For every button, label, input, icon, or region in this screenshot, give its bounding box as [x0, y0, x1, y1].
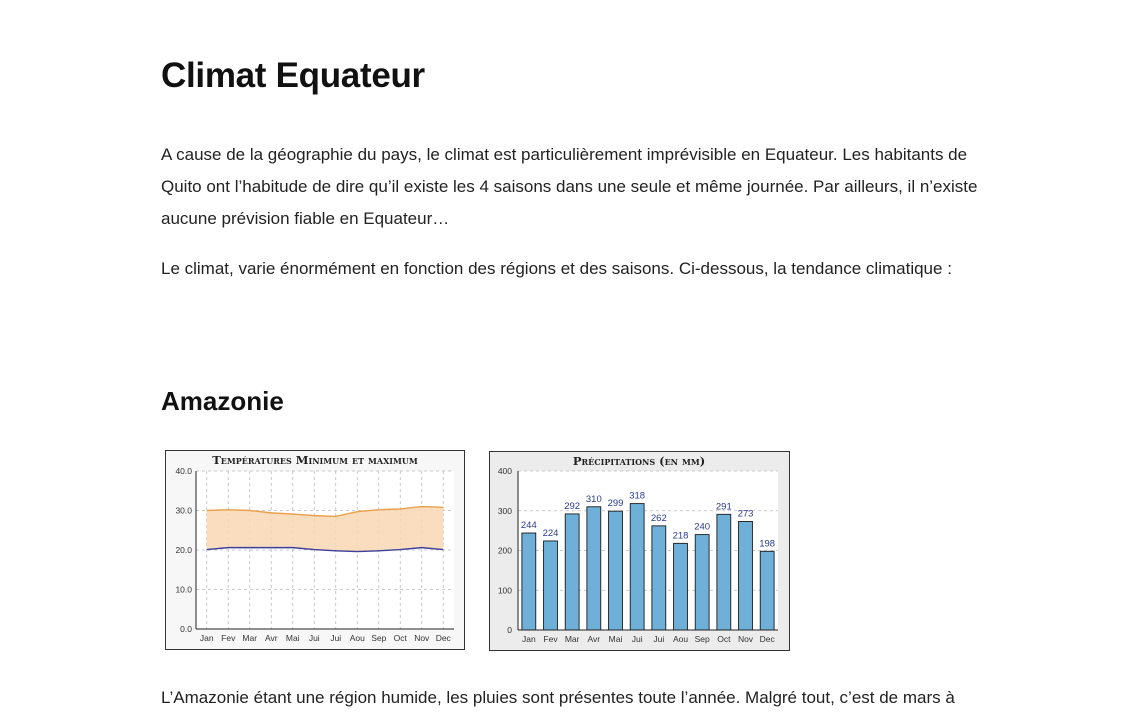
bar-value-label: 292 [564, 500, 581, 512]
precip-bar [652, 526, 666, 630]
bar-value-label: 262 [650, 512, 667, 524]
precip-bar [522, 533, 536, 630]
precipitation-chart [489, 451, 790, 651]
precip-bar [695, 535, 709, 630]
y-tick-label: 0 [507, 625, 512, 635]
bar-value-label: 291 [715, 501, 732, 513]
precip-bar [544, 541, 558, 630]
x-tick-label: Mai [285, 633, 300, 643]
precip-bar [565, 514, 579, 630]
x-tick-label: Jan [521, 634, 536, 644]
x-tick-label: Avr [587, 634, 601, 644]
x-tick-label: Jui [308, 633, 320, 643]
y-tick-label: 300 [497, 505, 512, 516]
precip-bar [587, 507, 601, 630]
x-tick-label: Jui [631, 634, 643, 644]
y-tick-label: 10.0 [175, 584, 192, 595]
x-tick-label: Mar [564, 634, 580, 644]
x-tick-label: Mar [242, 633, 258, 643]
page-title: Climat Equateur [161, 56, 425, 95]
chart-title: Précipitations (en mm) [572, 454, 706, 468]
bar-value-label: 218 [672, 530, 689, 542]
intro-paragraph-2: Le climat, varie énormément en fonction des régions et des saisons. Ci-dessous, la tendance climatique : [161, 259, 952, 278]
bar-value-label: 244 [520, 520, 537, 532]
precip-bar [630, 504, 644, 630]
chart-title: Températures Minimum et maximum [212, 453, 418, 467]
y-tick-label: 20.0 [175, 545, 192, 555]
bar-value-label: 310 [585, 493, 602, 505]
bar-value-label: 299 [607, 498, 624, 510]
y-tick-label: 400 [497, 466, 512, 476]
intro-paragraph: A cause de la géographie du pays, le climat est particulièrement imprévisible en Equateur. Les habitants de Quito ont l’habitude de dire qu’il existe les 4 saisons dans une seule et même journée. Par ailleurs, il n’existe aucune prévision fiable en Equateur… [161, 145, 978, 228]
precip-bar [674, 543, 688, 630]
precip-bar [609, 511, 623, 630]
x-tick-label: Aou [349, 633, 365, 643]
precip-bar [760, 551, 774, 630]
x-tick-label: Fev [221, 633, 236, 643]
y-tick-label: 30.0 [175, 505, 192, 516]
x-tick-label: Sep [694, 634, 710, 644]
section-title-amazonie: Amazonie [161, 386, 284, 416]
y-tick-label: 0.0 [180, 624, 192, 634]
y-tick-label: 40.0 [175, 466, 192, 476]
precip-bar [717, 514, 731, 630]
precipitation-chart-svg [490, 452, 789, 650]
y-tick-label: 100 [497, 585, 512, 596]
bar-value-label: 273 [737, 508, 754, 520]
x-tick-label: Oct [717, 634, 731, 644]
x-tick-label: Aou [672, 634, 689, 644]
temperature-chart-svg [166, 451, 464, 649]
x-tick-label: Sep [371, 633, 387, 643]
bar-value-label: 198 [759, 538, 776, 550]
x-tick-label: Nov [414, 633, 430, 643]
x-tick-label: Jan [199, 633, 214, 643]
bar-value-label: 318 [629, 490, 646, 502]
x-tick-label: Dec [759, 634, 775, 644]
bar-value-label: 240 [694, 521, 711, 533]
precip-bar [739, 521, 753, 630]
x-tick-label: Nov [737, 634, 754, 644]
x-tick-label: Dec [435, 633, 451, 643]
x-tick-label: Jui [330, 633, 342, 643]
x-tick-label: Mai [608, 634, 623, 644]
x-tick-label: Avr [264, 633, 278, 643]
section-paragraph: L’Amazonie étant une région humide, les pluies sont présentes toute l’année. Malgré tout, c’est de mars à [161, 688, 955, 707]
bar-value-label: 224 [542, 527, 559, 539]
x-tick-label: Fev [543, 634, 558, 644]
y-tick-label: 200 [497, 545, 512, 556]
x-tick-label: Jui [653, 634, 665, 644]
x-tick-label: Oct [393, 633, 407, 643]
temperature-chart [165, 450, 465, 650]
